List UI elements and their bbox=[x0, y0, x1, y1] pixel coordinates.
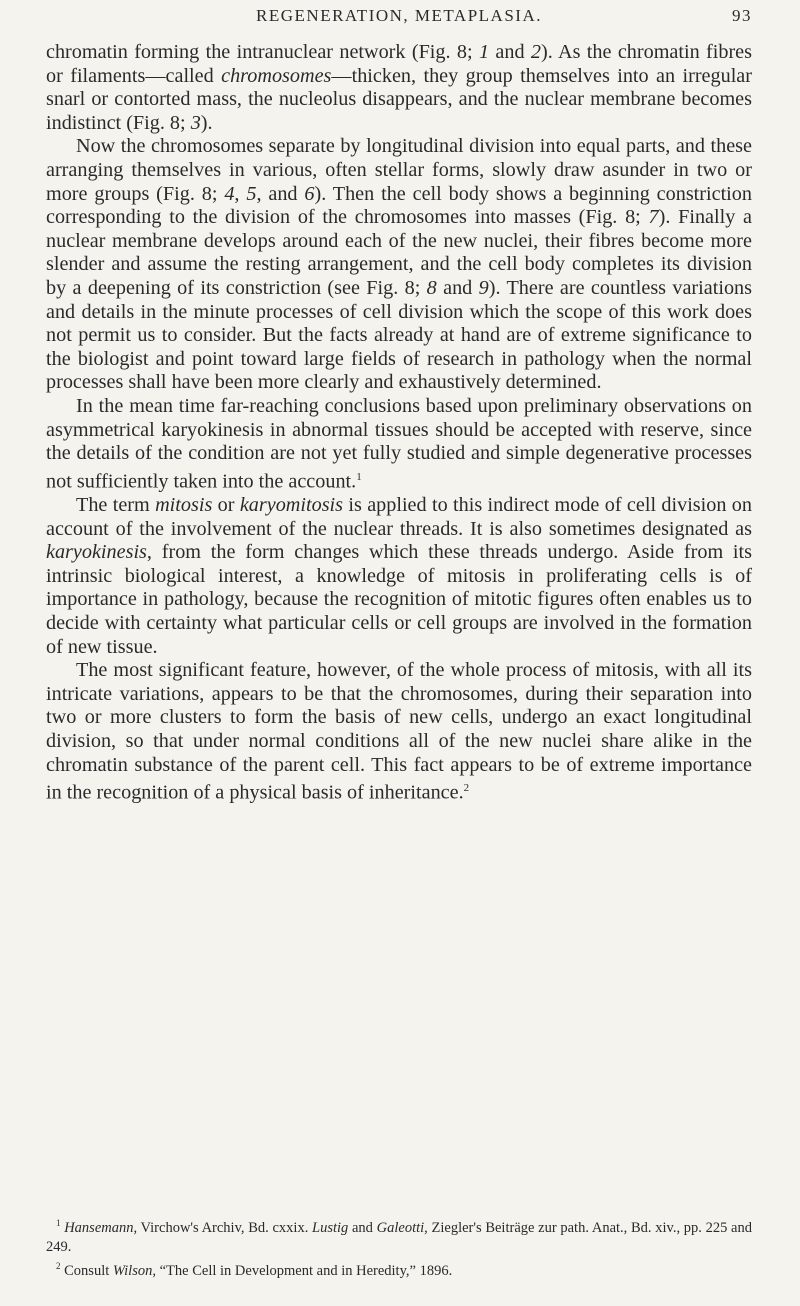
footnote-mark: 1 bbox=[56, 1218, 61, 1228]
term-karyokinesis: karyokinesis bbox=[46, 541, 147, 564]
running-head bbox=[46, 6, 752, 30]
paragraph-5: The most significant feature, however, of the whole process of mitosis, with all its intricate variations, appears to be that the chromosomes, during their separation into two or more clusters to form the basis of new cells, undergo an exact longitudinal division, so that under normal conditions all of the new nuclei share alike in the chromatin substance of the parent cell. This fact appears to be of extreme importance in the recognition of a physical basis of inheritance.$^2$ bbox=[46, 659, 752, 804]
footnote-ref-1[interactable]: 1 bbox=[356, 470, 362, 483]
figure-ref: 6 bbox=[304, 182, 315, 205]
running-title: REGENERATION, METAPLASIA. bbox=[256, 6, 542, 25]
author-name: Lustig bbox=[312, 1219, 349, 1236]
figure-ref: 4 bbox=[224, 182, 235, 205]
footnote-ref-2[interactable]: 2 bbox=[463, 782, 470, 795]
author-name: Wilson bbox=[112, 1262, 153, 1279]
author-name: Galeotti bbox=[376, 1219, 425, 1236]
paragraph-4: The term mitosis or karyomitosis is applied to this indirect mode of cell division on account of the involvement of the nuclear threads. It is also sometimes designated as karyokinesis, from the form changes which these threads undergo. Aside from its intrinsic biological interest, a knowledge of mitosis in proliferating cells is of importance in pathology, because the recognition of mitotic figures often enables us to decide with certainty what particular cells or cell groups are involved in the formation of new tissue. bbox=[46, 494, 752, 658]
figure-ref: 8 bbox=[426, 276, 437, 299]
figure-ref: 2 bbox=[530, 41, 542, 63]
footnote-mark: 2 bbox=[56, 1260, 61, 1271]
author-name: Hansemann bbox=[64, 1219, 134, 1236]
figure-ref: 7 bbox=[648, 206, 659, 229]
figure-ref: 5 bbox=[246, 182, 257, 205]
term-karyomitosis: karyomitosis bbox=[239, 494, 344, 517]
figure-ref: 9 bbox=[478, 276, 489, 299]
footnotes bbox=[46, 1214, 752, 1281]
figure-ref: 1 bbox=[478, 41, 490, 63]
term-mitosis: mitosis bbox=[155, 494, 213, 517]
paragraph-2: Now the chromosomes separate by longitudinal division into equal parts, and these arranging themselves in various, often stellar forms, slowly draw asunder in two or more groups (Fig. 8; 4, 5, and 6). Then the cell body shows a beginning constriction corresponding to the division of the chromosomes into masses (Fig. 8; 7). Finally a nuclear membrane develops around each of the new nuclei, their fibres become more slender and assume the resting arrangement, and the cell body completes its division by a deepening of its constriction (see Fig. 8; 8 and 9). There are countless variations and details in the minute processes of cell division which the scope of this work does not permit us to consider. But the facts already at hand are of extreme significance to the biologist and point toward large fields of research in pathology when the normal processes shall have been more clearly and exhaustively determined. bbox=[46, 135, 752, 394]
page-number: 93 bbox=[732, 6, 752, 25]
paragraph-3: In the mean time far-reaching conclusions based upon preliminary observations on asymmetrical karyokinesis in abnormal tissues should be accepted with reserve, since the details of the condition are not yet fully studied and simple degenerative processes not sufficiently taken into the account.$^1$ bbox=[46, 394, 752, 493]
body-text bbox=[46, 41, 752, 805]
paragraph-1: chromatin forming the intranuclear network (Fig. 8; 1 and 2). As the chromatin fibres or filaments—called chromosomes—thicken, they group themselves into an irregular snarl or contorted mass, the nucleolus disappears, and the nuclear membrane becomes indistinct (Fig. 8; 3). bbox=[46, 41, 752, 134]
term-chromosomes: chromosomes bbox=[221, 64, 332, 87]
figure-ref: 3 bbox=[190, 111, 201, 134]
footnote-2: $^2$ Consult Wilson, “The Cell in Development and in Heredity,” 1896. bbox=[56, 1260, 453, 1279]
footnote-1: $^1$ Hansemann, Virchow's Archiv, Bd. cxxix. Lustig and Galeotti, Ziegler's Beiträge zur path. Anat., Bd. xiv., pp. 225 and 249. bbox=[46, 1218, 752, 1255]
